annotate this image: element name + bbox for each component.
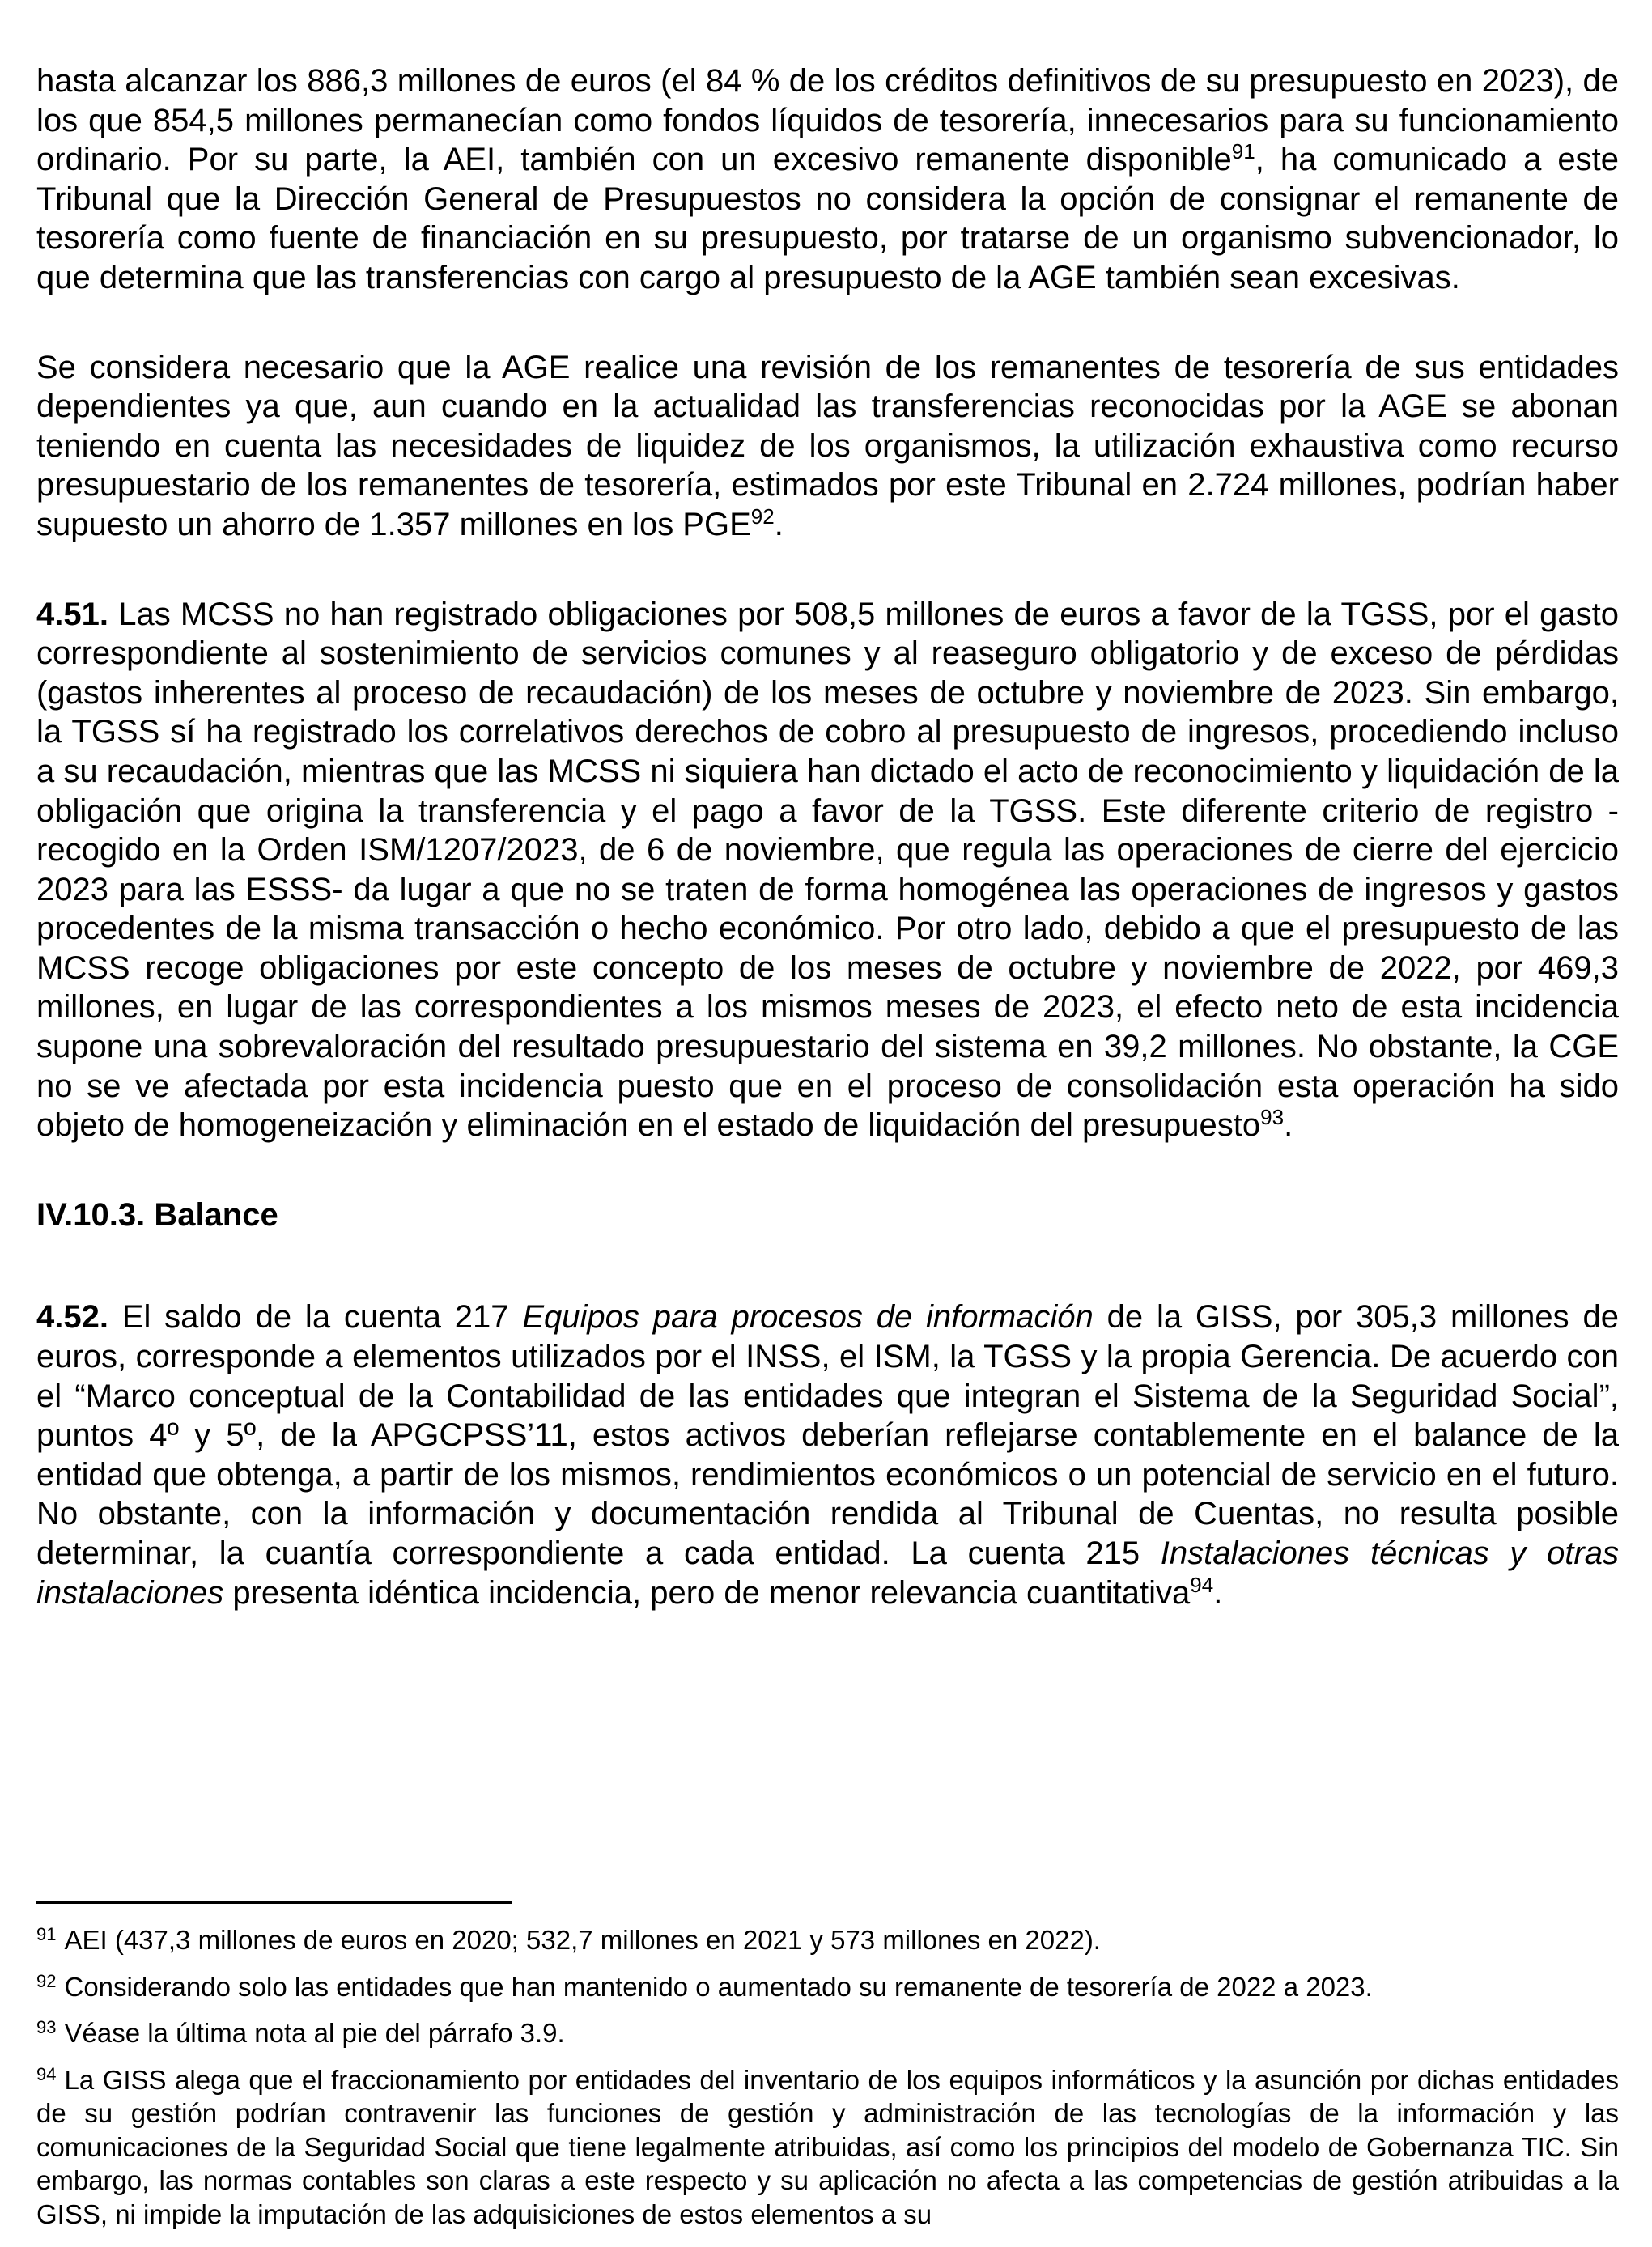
footnote-91 [36, 1923, 1619, 1957]
footnote-92 [36, 1970, 1619, 2004]
footnote-94 [36, 2063, 1619, 2232]
paragraph-text: hasta alcanzar los 886,3 millones de euros (el 84 % de los créditos definitivos de su presupuesto en 2023), de los que 854,5 millones permanecían como fondos líquidos de tesorería, innecesarios para su funcionamiento ordinario. Por su parte, la AEI, también con un excesivo remanente disponible [36, 63, 1619, 178]
paragraph-text: Se considera necesario que la AGE realice una revisión de los remanentes de tesorería de sus entidades dependientes ya que, aun cuando en la actualidad las transferencias reconocidas por la AGE se abonan teniendo en cuenta las necesidades de liquidez de los organismos, la utilización exhaustiva como recurso presupuestario de los remanentes de tesorería, estimados por este Tribunal en 2.724 millones, podrían haber supuesto un ahorro de 1.357 millones en los PGE [36, 349, 1619, 542]
paragraph-text: El saldo de la cuenta 217 [108, 1299, 523, 1336]
paragraph-text: presenta idéntica incidencia, pero de menor relevancia cuantitativa [223, 1574, 1191, 1611]
footnotes-section [36, 1901, 1619, 2244]
section-heading-iv-10-3-balance: IV.10.3. Balance [36, 1196, 278, 1233]
paragraph-continuation [36, 62, 1619, 298]
footnote-text: Véase la última nota al pie del párrafo 3.9. [64, 2018, 565, 2048]
footnote-ref-91: 91 [1231, 139, 1255, 164]
paragraph-number: 4.52. [36, 1299, 108, 1336]
footnote-number: 92 [36, 1970, 57, 1991]
footnote-text: La GISS alega que el fraccionamiento por entidades del inventario de los equipos informáticos y la asunción por dichas entidades de su gestión podrían contravenir las funciones de gestión y administración de las tecnologías de la información y las comunicaciones de la Seguridad Social que tiene legalmente atribuidas, así como los principios del modelo de Gobernanza TIC. Sin embargo, las normas contables son claras a este respecto y su aplicación no afecta a las competencias de gestión atribuidas a la GISS, ni impide la imputación de las adquisiciones de estos elementos a su [36, 2064, 1619, 2229]
footnote-93 [36, 2016, 1619, 2050]
footnote-ref-93: 93 [1260, 1105, 1285, 1130]
footnote-text: AEI (437,3 millones de euros en 2020; 532,7 millones en 2021 y 573 millones en 2022). [64, 1925, 1101, 1955]
footnote-number: 91 [36, 1924, 57, 1944]
paragraph-4-51 [36, 595, 1619, 1145]
document-body [36, 62, 1619, 1663]
paragraph-age-review [36, 348, 1619, 545]
paragraph-text: . [1284, 1107, 1293, 1144]
footnote-separator-line [36, 1901, 512, 1904]
paragraph-text: de la GISS, por 305,3 millones de euros, corresponde a elementos utilizados por el INSS, el ISM, la TGSS y la propia Gerencia. De acuerdo con el “Marco conceptual de la Contabilidad de las entidades que integran el Sistema de la Seguridad Social”, puntos 4º y 5º, de la APGCPSS’11, estos activos deberían reflejarse contablemente en el balance de la entidad que obtenga, a partir de los mismos, rendimientos económicos o un potencial de servicio en el futuro. No obstante, con la información y documentación rendida al Tribunal de Cuentas, no resulta posible determinar, la cuantía correspondiente a cada entidad. La cuenta 215 [36, 1299, 1619, 1571]
account-215-title: Instalaciones técnicas y otras instalaciones [36, 1536, 1619, 1611]
paragraph-text: , ha comunicado a este Tribunal que la Dirección General de Presupuestos no considera la opción de consignar el remanente de tesorería como fuente de financiación en su presupuesto, por tratarse de un organismo subvencionador, lo que determina que las transferencias con cargo al presupuesto de la AGE también sean excesivas. [36, 142, 1620, 295]
footnote-text: Considerando solo las entidades que han mantenido o aumentado su remanente de tesorería de 2022 a 2023. [64, 1971, 1373, 2002]
paragraph-4-52 [36, 1298, 1619, 1612]
paragraph-number: 4.51. [36, 596, 108, 632]
account-217-title: Equipos para procesos de información [522, 1299, 1094, 1336]
paragraph-text: . [1213, 1574, 1223, 1611]
paragraph-text: . [774, 506, 784, 542]
paragraph-text: Las MCSS no han registrado obligaciones por 508,5 millones de euros a favor de la TGSS, por el gasto correspondiente al sostenimiento de servicios comunes y al reaseguro obligatorio y de exceso de pérdidas (gastos inherentes al proceso de recaudación) de los meses de octubre y noviembre de 2023. Sin embargo, la TGSS sí ha registrado los correlativos derechos de cobro al presupuesto de ingresos, procediendo incluso a su recaudación, mientras que las MCSS ni siquiera han dictado el acto de reconocimiento y liquidación de la obligación que origina la transferencia y el pago a favor de la TGSS. Este diferente criterio de registro -recogido en la Orden ISM/1207/2023, de 6 de noviembre, que regula las operaciones de cierre del ejercicio 2023 para las ESSS- da lugar a que no se traten de forma homogénea las operaciones de ingresos y gastos procedentes de la misma transacción o hecho económico. Por otro lado, debido a que el presupuesto de las MCSS recoge obligaciones por este concepto de los meses de octubre y noviembre de 2022, por 469,3 millones, en lugar de las correspondientes a los mismos meses de 2023, el efecto neto de esta incidencia supone una sobrevaloración del resultado presupuestario del sistema en 39,2 millones. No obstante, la CGE no se ve afectada por esta incidencia puesto que en el proceso de consolidación esta operación ha sido objeto de homogeneización y eliminación en el estado de liquidación del presupuesto [36, 596, 1619, 1144]
footnote-number: 93 [36, 2017, 57, 2037]
footnote-ref-94: 94 [1190, 1572, 1214, 1597]
footnote-ref-92: 92 [750, 503, 775, 529]
footnote-number: 94 [36, 2063, 57, 2084]
